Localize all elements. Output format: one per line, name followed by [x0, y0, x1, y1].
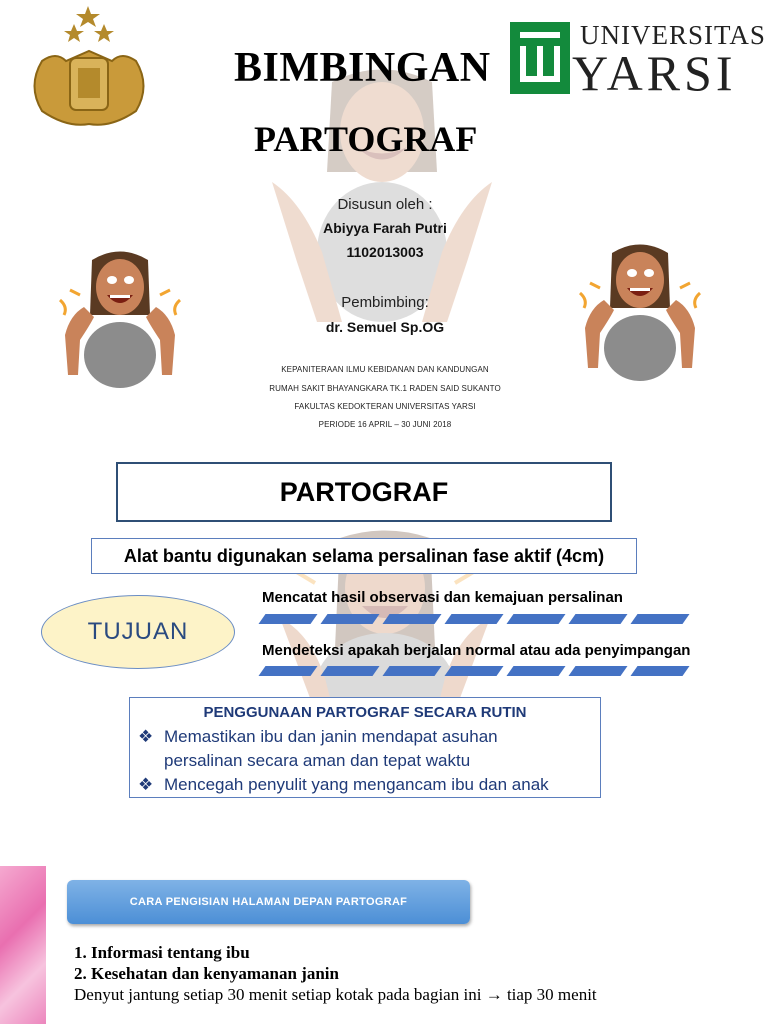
- dashed-divider: [262, 666, 686, 676]
- partograf-heading: PARTOGRAF: [279, 476, 449, 507]
- cara-pengisian-banner: [67, 880, 470, 924]
- tujuan-ellipse: [41, 595, 235, 669]
- usage-item: persalinan secara aman dan tepat waktu: [164, 751, 471, 770]
- denyut-note-text: Denyut jantung setiap 30 menit setiap kotak pada bagian ini: [74, 985, 482, 1004]
- partograf-heading-box: [116, 462, 612, 522]
- usage-title: PENGGUNAAN PARTOGRAF SECARA RUTIN: [203, 704, 527, 721]
- info-line: RUMAH SAKIT BHAYANGKARA TK.1 RADEN SAID SUKANTO: [269, 384, 501, 393]
- denyut-note: [74, 985, 597, 1005]
- logo-text-universitas: UNIVERSITAS: [580, 20, 766, 50]
- cover-title-line1: BIMBINGAN: [234, 45, 491, 91]
- info-line: PERIODE 16 APRIL – 30 JUNI 2018: [318, 420, 452, 429]
- tujuan-label: TUJUAN: [87, 618, 189, 645]
- pregnant-woman-right-illustration: [570, 238, 710, 383]
- goal-item: Mencatat hasil observasi dan kemajuan persalinan: [262, 589, 623, 606]
- disusun-label: Disusun oleh :: [337, 196, 433, 213]
- yarsi-emblem-icon: [510, 22, 570, 94]
- logo-text-yarsi: YARSI: [572, 45, 737, 101]
- info-line: FAKULTAS KEDOKTERAN UNIVERSITAS YARSI: [294, 402, 476, 411]
- list-item: 1. Informasi tentang ibu: [74, 943, 250, 962]
- denyut-note-interval: tiap 30 menit: [506, 985, 597, 1004]
- diamond-bullet-icon: ❖: [138, 775, 154, 794]
- info-line: KEPANITERAAN ILMU KEBIDANAN DAN KANDUNGAN: [281, 365, 489, 374]
- goal-item: Mendeteksi apakah berjalan normal atau ada penyimpangan: [262, 642, 691, 659]
- pink-decorative-strip: [0, 866, 46, 1024]
- arrow-right-icon: →: [485, 985, 503, 1004]
- pembimbing-label: Pembimbing:: [341, 294, 429, 311]
- usage-box: [129, 697, 601, 798]
- definition-box: [91, 538, 637, 574]
- cover-title-line2: PARTOGRAF: [254, 119, 478, 159]
- list-item: 2. Kesehatan dan kenyamanan janin: [74, 964, 339, 983]
- author-name: Abiyya Farah Putri: [323, 220, 447, 236]
- pembimbing-name: dr. Semuel Sp.OG: [325, 319, 445, 335]
- diamond-bullet-icon: ❖: [138, 727, 154, 746]
- dashed-divider: [262, 614, 686, 624]
- usage-item: Mencegah penyulit yang mengancam ibu dan anak: [164, 775, 549, 794]
- cara-pengisian-label: CARA PENGISIAN HALAMAN DEPAN PARTOGRAF: [129, 896, 408, 908]
- usage-item: Memastikan ibu dan janin mendapat asuhan: [164, 727, 498, 746]
- woman-illustration-faded: [262, 62, 502, 322]
- definition-text: Alat bantu digunakan selama persalinan fase aktif (4cm): [123, 545, 605, 566]
- author-id: 1102013003: [346, 244, 424, 260]
- pregnant-woman-left-illustration: [50, 245, 190, 390]
- police-emblem-logo: [22, 6, 157, 131]
